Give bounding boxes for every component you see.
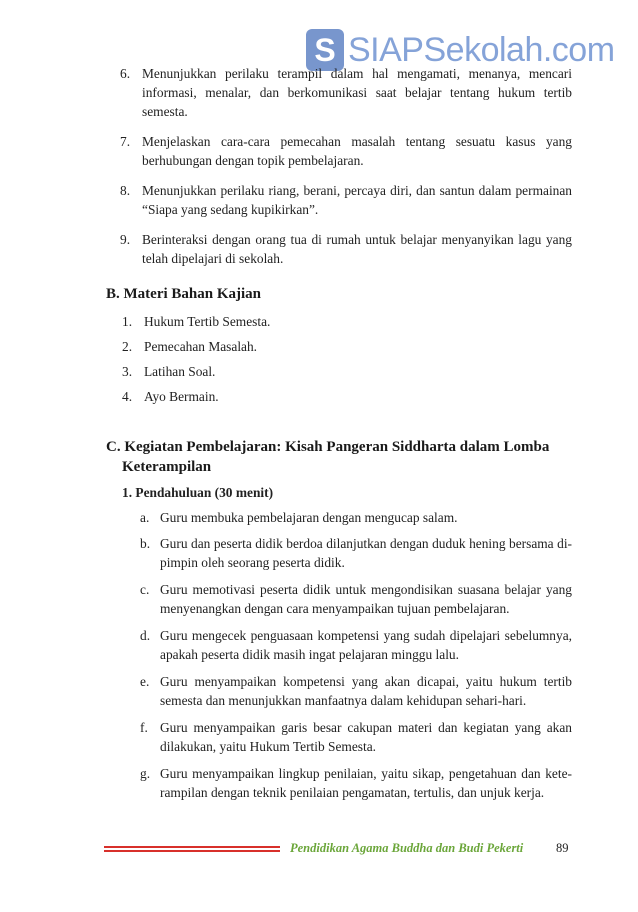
item-number: 9. xyxy=(120,232,131,247)
list-item xyxy=(140,534,572,572)
item-letter: d. xyxy=(140,628,151,643)
list-item xyxy=(140,626,572,664)
item-number: 7. xyxy=(120,134,131,149)
subsection-title: 1. Pendahuluan (30 menit) xyxy=(122,485,274,500)
list-item xyxy=(140,508,572,527)
list-item xyxy=(140,764,572,802)
list-item xyxy=(122,337,574,356)
item-text: Guru dan peserta didik berdoa dilanjutkan dengan duduk hening bersama di-pimpin oleh seorang peserta didik. xyxy=(160,536,572,570)
section-b-title: B. Materi Bahan Kajian xyxy=(106,286,262,302)
watermark-badge: S xyxy=(306,29,344,71)
item-text: Guru mengecek penguasaan kompetensi yang sudah dipelajari sebelumnya, apakah peserta didik masih ingat pelajaran minggu lalu. xyxy=(160,628,572,662)
item-number: 1. xyxy=(122,314,133,329)
item-text: Menunjukkan perilaku riang, berani, percaya diri, dan santun dalam permainan “Siapa yang sedang kupikirkan”. xyxy=(142,183,572,217)
list-item xyxy=(140,580,572,618)
list-item xyxy=(122,312,574,331)
item-number: 4. xyxy=(122,389,133,404)
item-text: Hukum Tertib Semesta. xyxy=(144,314,271,329)
section-c-title xyxy=(106,437,576,477)
item-letter: c. xyxy=(140,582,150,597)
page-number: 89 xyxy=(556,841,569,855)
footer-rule xyxy=(104,846,280,854)
section-c-title-line1: C. Kegiatan Pembelajaran: Kisah Pangeran Siddharta dalam Lomba xyxy=(106,439,550,455)
item-text: Ayo Bermain. xyxy=(144,389,219,404)
watermark-text: SIAPSekolah.com xyxy=(348,30,615,69)
item-text: Latihan Soal. xyxy=(144,364,216,379)
section-c-title-line2: Keterampilan xyxy=(122,459,212,475)
item-letter: g. xyxy=(140,766,151,781)
item-letter: b. xyxy=(140,536,151,551)
item-text: Guru menyampaikan garis besar cakupan materi dan kegiatan yang akan dilakukan, yaitu Hukum Tertib Semesta. xyxy=(160,720,572,754)
list-item xyxy=(120,64,572,121)
item-number: 8. xyxy=(120,183,131,198)
list-item xyxy=(120,132,572,170)
item-number: 3. xyxy=(122,364,133,379)
item-text: Menjelaskan cara-cara pemecahan masalah tentang sesuatu kasus yang berhubungan dengan topik pembelajaran. xyxy=(142,134,572,168)
footer-rule-line xyxy=(104,850,280,852)
item-text: Guru membuka pembelajaran dengan mengucap salam. xyxy=(160,510,458,525)
item-text: Pemecahan Masalah. xyxy=(144,339,258,354)
list-item xyxy=(122,362,574,381)
item-letter: f. xyxy=(140,720,148,735)
list-item xyxy=(122,387,574,406)
footer-book-title: Pendidikan Agama Buddha dan Budi Pekerti xyxy=(290,841,524,855)
item-text: Guru menyampaikan kompetensi yang akan dicapai, yaitu hukum tertib semesta dan menunjukkan manfaatnya dalam kehidupan sehari-hari. xyxy=(160,674,572,708)
item-text: Berinteraksi dengan orang tua di rumah untuk belajar menyanyikan lagu yang telah dipelajari di sekolah. xyxy=(142,232,572,266)
item-text: Guru menyampaikan lingkup penilaian, yaitu sikap, pengetahuan dan kete-rampilan dengan teknik penilaian pengamatan, tertulis, dan unjuk kerja. xyxy=(160,766,572,800)
item-number: 2. xyxy=(122,339,133,354)
list-item xyxy=(140,672,572,710)
list-item xyxy=(140,718,572,756)
item-number: 6. xyxy=(120,66,131,81)
item-letter: e. xyxy=(140,674,150,689)
list-item xyxy=(120,230,572,268)
activities-list xyxy=(140,508,572,802)
item-text: Menunjukkan perilaku terampil dalam hal mengamati, menanya, mencari informasi, menalar, dan berkomunikasi saat belajar tentang hukum tertib semesta. xyxy=(142,66,572,119)
section-b-list xyxy=(122,312,574,406)
item-text: Guru memotivasi peserta didik untuk mengondisikan suasana belajar yang menyenangkan dengan cara menyampaikan tujuan pembelajaran. xyxy=(160,582,572,616)
objectives-list xyxy=(120,64,572,268)
list-item xyxy=(120,181,572,219)
footer-rule-line xyxy=(104,846,280,848)
item-letter: a. xyxy=(140,510,150,525)
